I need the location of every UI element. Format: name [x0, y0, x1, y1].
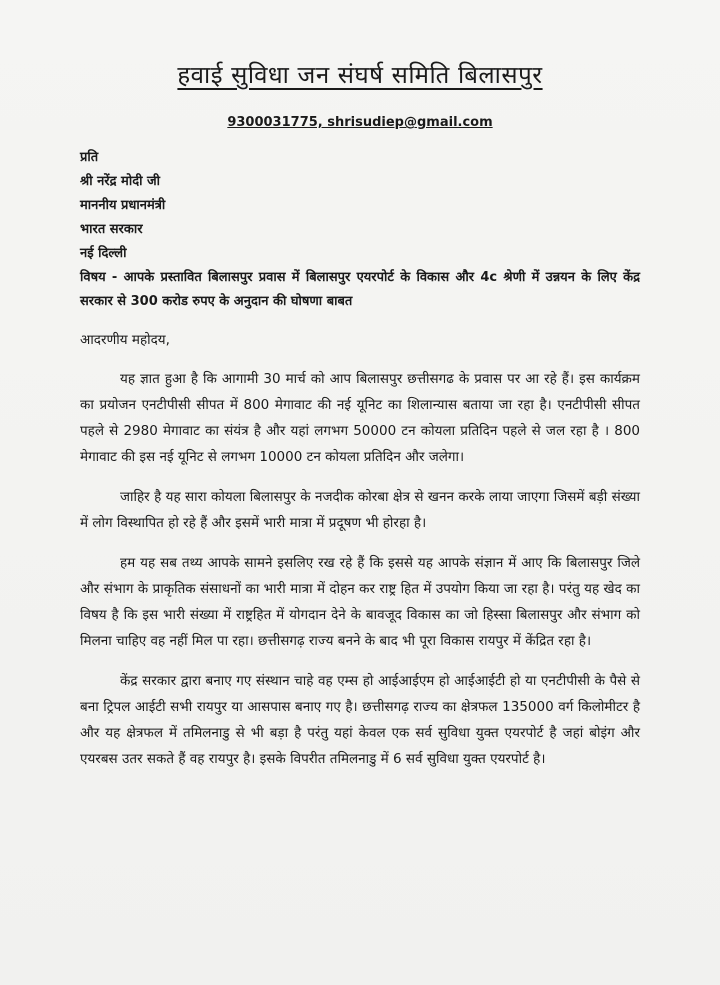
- recipient-line: माननीय प्रधानमंत्री: [80, 198, 166, 213]
- recipient-line: श्री नरेंद्र मोदी जी: [80, 174, 161, 189]
- salutation: आदरणीय महोदय,: [80, 332, 170, 348]
- subject-line: विषय - आपके प्रस्तावित बिलासपुर प्रवास में बिलासपुर एयरपोर्ट के विकास और 4c श्रेणी में उन्नयन के लिए केंद्र सरकार से 300 करोड रुपए के अनुदान की घोषणा बाबत: [80, 270, 640, 309]
- recipient-line: नई दिल्ली: [80, 246, 127, 261]
- recipient-block: [80, 146, 640, 266]
- recipient-line: भारत सरकार: [80, 222, 143, 237]
- letterhead-title: हवाई सुविधा जन संघर्ष समिति बिलासपुर: [177, 61, 543, 89]
- body-paragraph: यह ज्ञात हुआ है कि आगामी 30 मार्च को आप बिलासपुर छत्तीसगढ के प्रवास पर आ रहे हैं। इस कार्यक्रम का प्रयोजन एनटीपीसी सीपत में 800 मेगावाट की नई यूनिट का शिलान्यास बताया जा रहा है। एनटीपीसी सीपत पहले से 2980 मेगावाट का संयंत्र है और यहां लगभग 50000 टन कोयला प्रतिदिन पहले से जल रहा है । 800 मेगावाट की इस नई यूनिट से लगभग 10000 टन कोयला प्रतिदिन और जलेगा।: [80, 371, 640, 465]
- recipient-line: प्रति: [80, 150, 99, 165]
- body-paragraph: हम यह सब तथ्य आपके सामने इसलिए रख रहे हैं कि इससे यह आपके संज्ञान में आए कि बिलासपुर जिले और संभाग के प्राकृतिक संसाधनों का भारी मात्रा में दोहन कर राष्ट्र हित में उपयोग किया जा रहा है। परंतु यह खेद का विषय है कि इस भारी संख्या में राष्ट्रहित में योगदान देने के बावजूद विकास का जो हिस्सा बिलासपुर और संभाग को मिलना चाहिए वह नहीं मिल पा रहा। छत्तीसगढ़ राज्य बनने के बाद भी पूरा विकास रायपुर में केंद्रित रहा है।: [80, 555, 640, 649]
- contact-info: 9300031775, shrisudiep@gmail.com: [227, 115, 493, 130]
- body-paragraph: जाहिर है यह सारा कोयला बिलासपुर के नजदीक कोरबा क्षेत्र से खनन करके लाया जाएगा जिसमें बड़ी संख्या में लोग विस्थापित हो रहे हैं और इसमें भारी मात्रा में प्रदूषण भी होरहा है।: [80, 489, 640, 531]
- body-paragraph: केंद्र सरकार द्वारा बनाए गए संस्थान चाहे वह एम्स हो आईआईएम हो आईआईटी हो या एनटीपीसी के पैसे से बना ट्रिपल आईटी सभी रायपुर या आसपास बनाए गए है। छत्तीसगढ़ राज्य का क्षेत्रफल 135000 वर्ग किलोमीटर है और यह क्षेत्रफल में तमिलनाडु से भी बड़ा है परंतु यहां केवल एक सर्व सुविधा युक्त एयरपोर्ट है जहां बोइंग और एयरबस उतर सकते हैं वह रायपुर है। इसके विपरीत तमिलनाडु में 6 सर्व सुविधा युक्त एयरपोर्ट है।: [80, 673, 640, 767]
